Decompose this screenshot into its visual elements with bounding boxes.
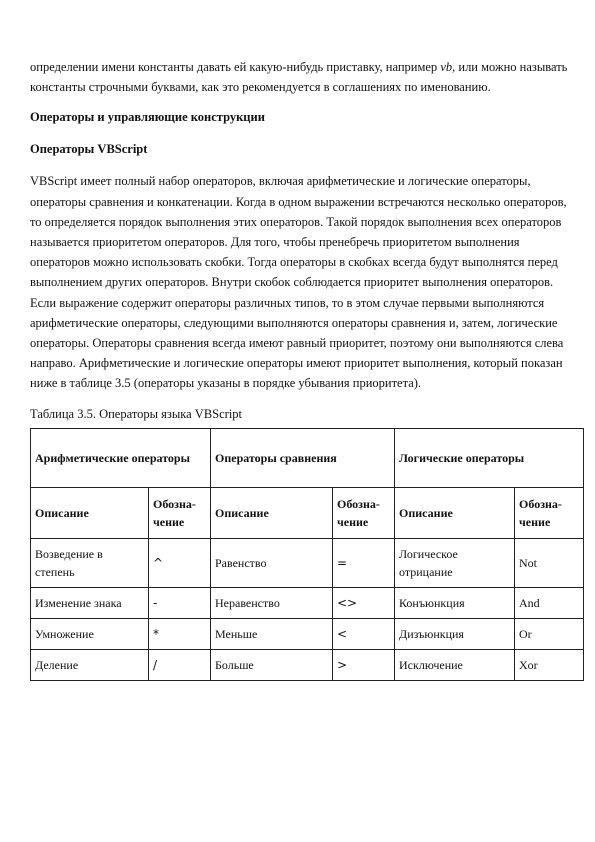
cell-symbol: < <box>333 618 395 649</box>
table-row <box>31 587 584 618</box>
cell-description: Умножение <box>31 618 149 649</box>
table-row <box>31 649 584 680</box>
group-header-comparison: Операторы сравнения <box>211 428 395 487</box>
subheader-symbol: Обозна- чение <box>333 487 395 538</box>
subheader-symbol: Обозна- чение <box>149 487 211 538</box>
cell-symbol: <> <box>333 587 395 618</box>
cell-symbol: And <box>515 587 584 618</box>
cell-symbol: Xor <box>515 649 584 680</box>
cell-symbol: = <box>333 538 395 587</box>
intro-paragraph <box>30 57 575 97</box>
table-caption: Таблица 3.5. Операторы языка VBScript <box>30 406 243 421</box>
cell-symbol: / <box>149 649 211 680</box>
group-header-arithmetic: Арифметические операторы <box>31 428 211 487</box>
body-paragraph: VBScript имеет полный набор операторов, включая арифметические и логические операторы, операторы сравнения и конкатенации. Когда в одном выражении встречаются несколько операторов, то определяется порядок выполнения этих операторов. Такой порядок выполнения всех операторов называется приоритетом операторов. Для того, чтобы пренебречь приоритетом выполнения операторов можно использовать скобки. Тогда операторы в скобках всегда будут выполнятся перед выполнением других операторов. Внутри скобок соблюдается приоритет выполнения операторов. Если выражение содержит операторы различных типов, то в этом случае первыми выполняются арифметические операторы, следующими выполняются операторы сравнения и, затем, логические операторы. Операторы сравнения всегда имеют равный приоритет, поэтому они выполняются слева направо. Арифметические и логические операторы имеют приоритет выполнения, который показан ниже в таблице 3.5 (операторы указаны в порядке убывания приоритета). <box>30 174 567 391</box>
cell-description: Неравенство <box>211 587 333 618</box>
cell-description: Больше <box>211 649 333 680</box>
cell-description: Дизъюнкция <box>395 618 515 649</box>
subsection-heading: Операторы VBScript <box>30 142 148 157</box>
operators-table <box>30 428 584 681</box>
cell-symbol: Or <box>515 618 584 649</box>
table-subheader-row <box>31 487 584 538</box>
cell-symbol: > <box>333 649 395 680</box>
intro-italic-prefix: vb <box>440 60 453 74</box>
section-heading: Операторы и управляющие конструкции <box>30 110 265 125</box>
cell-description: Изменение знака <box>31 587 149 618</box>
cell-description: Деление <box>31 649 149 680</box>
subheader-symbol: Обозна- чение <box>515 487 584 538</box>
group-header-logical: Логические операторы <box>395 428 584 487</box>
cell-description: Равенство <box>211 538 333 587</box>
table-row <box>31 618 584 649</box>
intro-line1-prefix: определении имени константы давать ей какую-нибудь приставку, например <box>30 60 441 74</box>
cell-description: Конъюнкция <box>395 587 515 618</box>
cell-symbol: * <box>149 618 211 649</box>
document-page <box>30 57 575 681</box>
cell-symbol: Not <box>515 538 584 587</box>
cell-description: Меньше <box>211 618 333 649</box>
table-row <box>31 538 584 587</box>
cell-description: Возведение в степень <box>31 538 149 587</box>
cell-symbol: - <box>149 587 211 618</box>
cell-description: Логическое отрицание <box>395 538 515 587</box>
cell-symbol: ^ <box>149 538 211 587</box>
table-group-header-row <box>31 428 584 487</box>
intro-rest: называть константы строчными буквами, как это рекомендуется в соглашениях по именованию. <box>30 60 568 95</box>
subheader-description: Описание <box>395 487 515 538</box>
intro-line1-suffix: , или можно <box>452 60 517 74</box>
subheader-description: Описание <box>211 487 333 538</box>
cell-description: Исключение <box>395 649 515 680</box>
subheader-description: Описание <box>31 487 149 538</box>
